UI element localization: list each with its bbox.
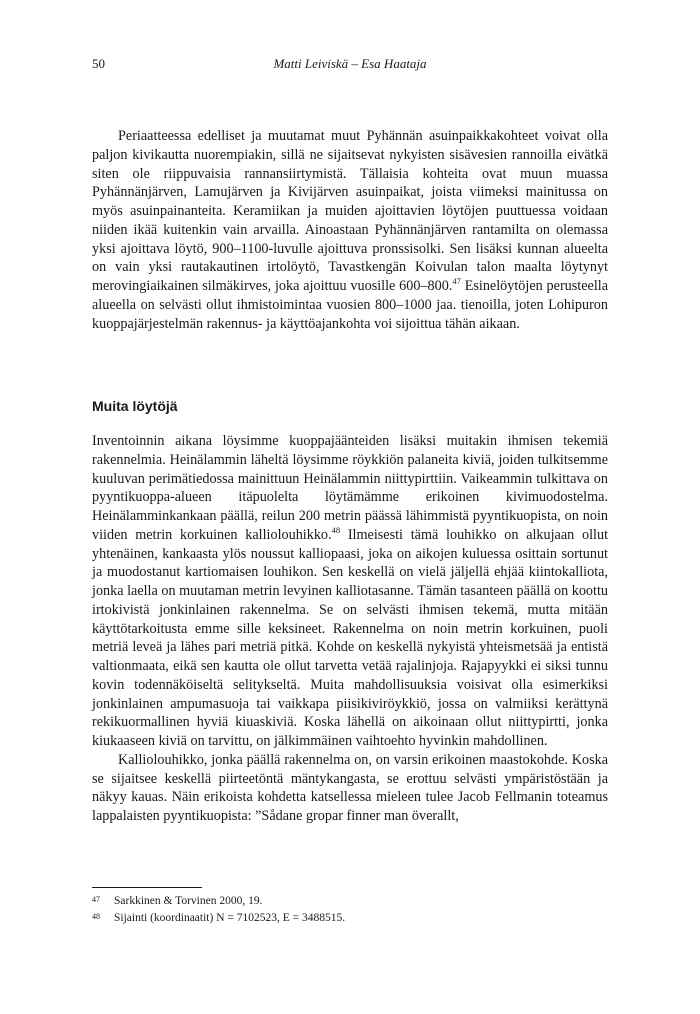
header-authors: Matti Leiviskä – Esa Haataja <box>273 56 427 71</box>
intro-text <box>92 127 608 333</box>
page-number: 50 <box>92 56 105 71</box>
intro-text-after-ref: Esinelöytöjen perusteella alueella on selvästi ollut ihmistoimintaa vuosien 800–1000 jaa. tienoilla, joten Lohipuron kuoppajärjestelmän rakennus- ja käyttöajankohta voi sijoittua tähän aikaan. <box>92 278 608 332</box>
footnote-divider <box>92 887 202 888</box>
section-para1-after-ref: Ilmeisesti tämä louhikko on alkujaan ollut yhtenäinen, kankaasta ylös noussut kalliopaasi, joka on aikojen kuluessa osittain sortunut ja muodostanut kartiomaisen louhikon. Sen keskellä on vielä jäljellä ehjää kiintokalliota, jonka laella on muutaman metrin levyinen kalliotasanne. Tämän tasanteen päällä on koottu irtokivistä jonkinlainen rakennelma. Se on selvästi ihmisen tekemä, mutta mitään käyttötarkoitusta emme sille keksineet. Rakennelma on noin metrin korkuinen, puoli metriä leveä ja lähes pari metriä pitkä. Kohde on keskellä nykyistä yhteismetsää ja entistä valtionmaata, eikä sen kautta ole ollut tarvetta vetää rajalinjoja. Rajapyykki ei siksi tunnu kovin todennäköiseltä selitykseltä. Muita mahdollisuuksia voisivat olla esimerkiksi jonkinlainen ampumasuoja tai vaikkapa piisikiviröykkiö, jossa on valmiiksi kerättynä rekikuormallinen hyviä kiuaskiviä. Koska lähellä on aikoinaan ollut niittypirtti, jonka kiukaaseen kiviä on tarvittu, on jälkimmäinen vaihtoehto hyvinkin mahdollinen. <box>92 526 609 749</box>
footnote-number: 47 <box>92 895 100 904</box>
section-paragraph-2: Kalliolouhikko, jonka päällä rakennelma on, on varsin erikoinen maastokohde. Koska se sijaitsee keskellä piirteetöntä mäntykangasta, se erottuu selvästi ympäristöstään ja näkyy kauas. Näin erikoista kohdetta katsellessa mieleen tulee Jacob Fellmanin toteamus lappalaisten pyyntikuopista: ”Sådane gropar finner man överallt, <box>92 751 608 824</box>
book-page <box>92 0 608 1014</box>
footnote-47 <box>92 893 608 910</box>
footnote-ref-48: 48 <box>331 524 341 535</box>
footnotes <box>92 893 608 927</box>
footnote-ref-47: 47 <box>452 276 461 286</box>
section-heading: Muita löytöjä <box>92 398 178 414</box>
section-body <box>92 432 608 826</box>
section-paragraph-1 <box>92 432 608 751</box>
intro-paragraph <box>92 127 608 333</box>
footnote-number: 48 <box>92 912 100 921</box>
footnote-text: Sijainti (koordinaatit) N = 7102523, E = 3488515. <box>114 912 346 924</box>
running-header <box>92 56 608 74</box>
footnote-text: Sarkkinen & Torvinen 2000, 19. <box>114 895 263 907</box>
footnote-48 <box>92 910 608 927</box>
section-para1-before-ref: Inventoinnin aikana löysimme kuoppajäänteiden lisäksi muitakin ihmisen tekemiä rakennelmia. Heinälammin läheltä löysimme röykkiön palaneita kiviä, joiden tulkitsemme kuuluvan perimätiedossa mainittuun Heinälammin niittypirttiin. Vaikeammin tulkittava on pyyntikuoppa-alueen itäpuolelta löytämämme erikoinen kivimuodostelma. Heinälamminkankaan päällä, reilun 200 metrin päässä lähimmistä pyyntikuopista, on noin viiden metrin korkuinen kalliolouhikko. <box>92 433 608 543</box>
intro-text-before-ref: Periaatteessa edelliset ja muutamat muut Pyhännän asuinpaikkakohteet voivat olla paljon kivikautta nuorempiakin, sillä ne sijaitsevat nykyisten sisävesien rannoilla eivätkä siten ole riippuvaisia rannansiirtymistä. Tällaisia kohteita ovat muun muassa Pyhännänjärven, Lamujärven ja Kivijärven asuinpaikat, joista viimeksi mainitussa on myös asuinpainanteita. Keramiikan ja muiden ajoittavien löytöjen puuttuessa voidaan niiden ikää kuitenkin vain arvailla. Ainoastaan Pyhännänjärven rantamilta on olemassa yksi ajoittava löytö, 900–1100-luvulle ajoittuva pronssisolki. Sen lisäksi kunnan alueelta on vain yksi rautakautinen irtolöytö, Tavastkengän Koivulan talon maalta löytynyt merovingiaikainen silmäkirves, joka ajoittuu vuosille 600–800. <box>92 128 608 294</box>
